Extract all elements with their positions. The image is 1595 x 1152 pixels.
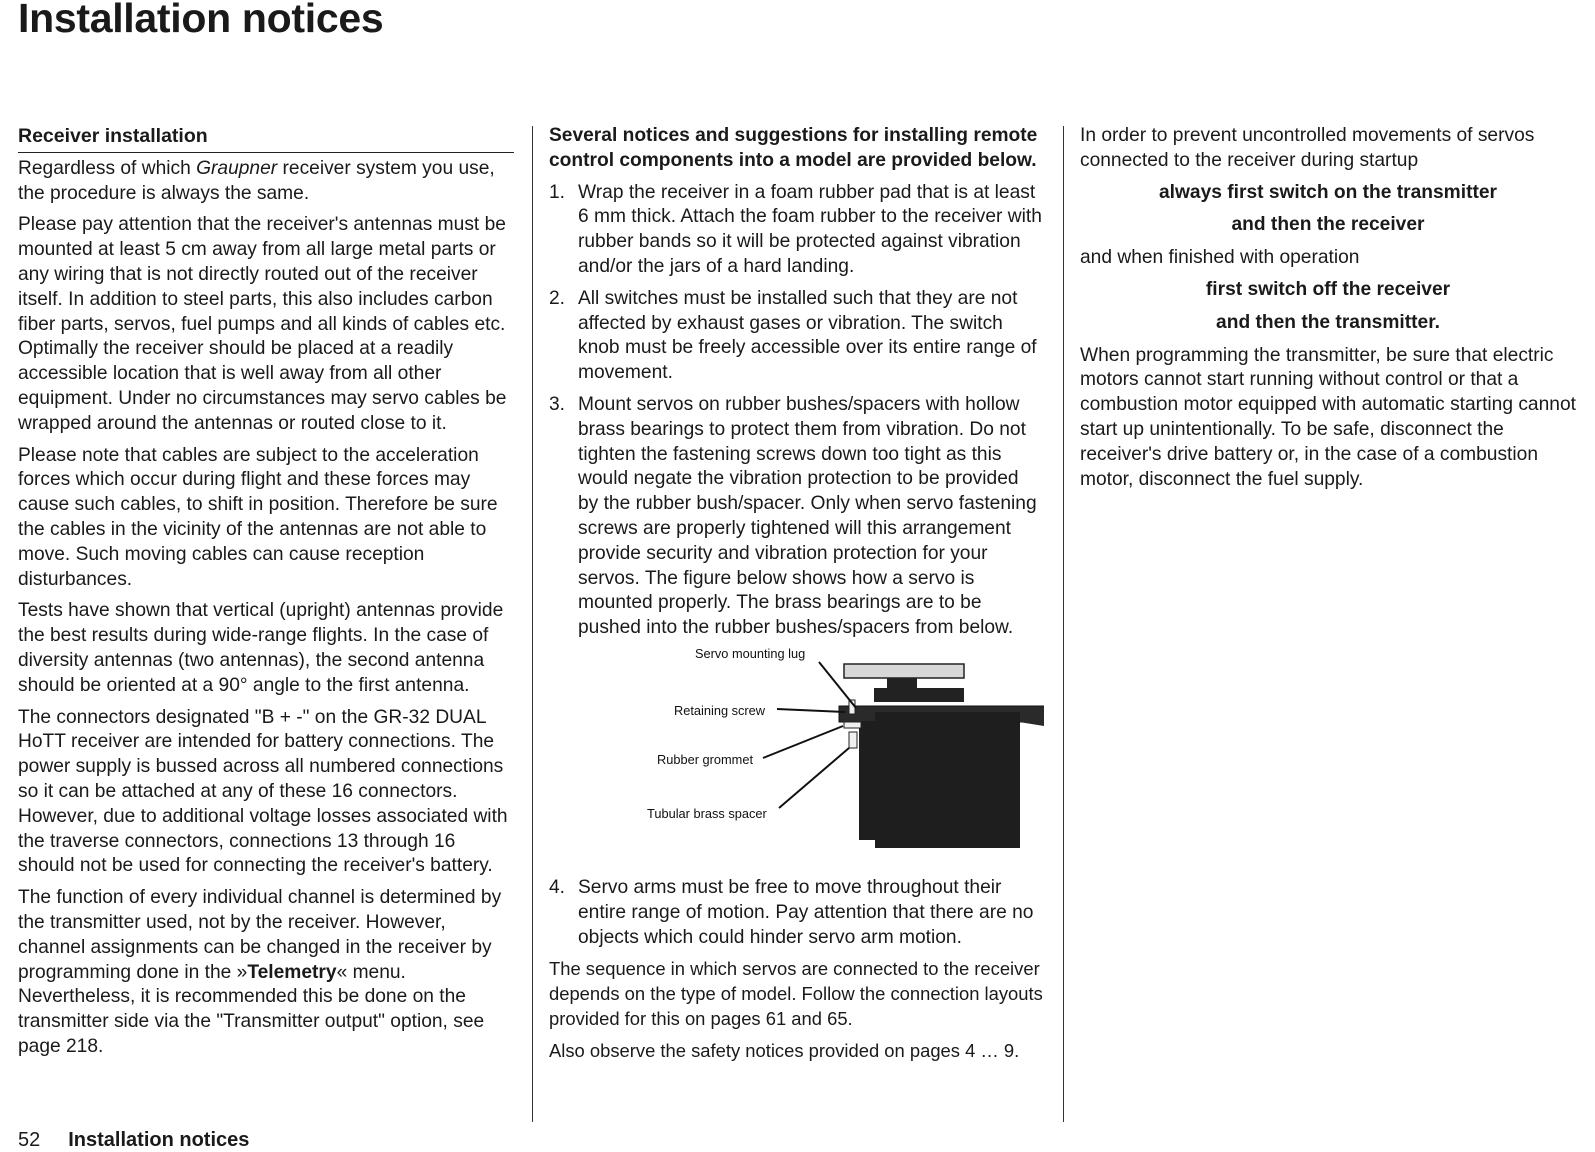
page-footer xyxy=(18,1128,249,1152)
list-item xyxy=(549,287,1044,386)
leader-line-grommet xyxy=(763,726,843,758)
text: « menu. Nevertheless, it is recommended this be done on the transmitter side via the "Transmitter output" option, see page 218. xyxy=(18,961,485,1057)
paragraph: Please pay attention that the receiver's antennas must be mounted at least 5 cm away from all large metal parts or any wiring that is not directly routed out of the receiver itself. In addition to steel parts, this also includes carbon fiber parts, servos, fuel pumps and all kinds of cables etc. Optimally the receiver should be placed at a readily accessible location that is well away from all other equipment. Under no circumstances may servo cables be wrapped around the antennas or routed close to it. xyxy=(18,214,507,434)
label-tubular-brass-spacer: Tubular brass spacer xyxy=(647,805,767,821)
list-text: Wrap the receiver in a foam rubber pad that is at least 6 mm thick. Attach the foam rubber to the receiver with rubber bands so it will be protected against vibration and/or the jars of a hard landing. xyxy=(578,181,1042,277)
column-middle xyxy=(549,124,1044,1071)
text: Regardless of which xyxy=(18,157,197,179)
servo-cable-boot xyxy=(859,824,887,840)
list-number: 2. xyxy=(549,287,566,309)
list-number: 4. xyxy=(549,876,566,898)
brand-name: Graupner xyxy=(196,157,278,179)
servo-mounting-figure xyxy=(549,645,1044,866)
servo-drawing xyxy=(549,645,1044,866)
list-item xyxy=(549,876,1044,950)
list-text: All switches must be installed such that they are not affected by exhaust gases or vibration. The switch knob must be freely accessible over its entire range of movement. xyxy=(578,287,1037,384)
column-divider xyxy=(532,126,533,1122)
list-number: 1. xyxy=(549,181,566,203)
leader-line-spacer xyxy=(779,748,849,808)
servo-arm-disc xyxy=(844,664,964,678)
menu-name: Telemetry xyxy=(247,961,337,983)
text: The function of every individual channel is determined by the transmitter used, not by the receiver. However, channel assignments can be changed in the receiver by programming done in the » xyxy=(18,887,502,983)
emphasis-line: and then the transmitter. xyxy=(1216,311,1440,333)
servo-top xyxy=(874,688,964,702)
emphasis-line: and then the receiver xyxy=(1231,214,1425,236)
paragraph: In order to prevent uncontrolled movements of servos connected to the receiver during startup xyxy=(1080,125,1535,171)
list-text: Servo arms must be free to move throughout their entire range of motion. Pay attention that there are no objects which could hinder servo arm motion. xyxy=(578,876,1034,948)
paragraph xyxy=(18,157,514,207)
rubber-grommet xyxy=(844,722,861,728)
paragraph: and when finished with operation xyxy=(1080,247,1360,269)
paragraph: The connectors designated "B + -" on the GR-32 DUAL HoTT receiver are intended for battery connections. The power supply is bussed across all numbered connections so it can be attached at any of these 16 connectors. However, due to additional voltage losses associated with the traverse connectors, connections 13 through 16 should not be used for connecting the receiver's battery. xyxy=(18,706,508,877)
footer-title: Installation notices xyxy=(68,1129,250,1151)
paragraph: Please note that cables are subject to the acceleration forces which occur during flight and these forces may cause such cables, to shift in position. Therefore be sure the cables in the vicinity of the antennas are not able to move. Such moving cables can cause reception disturbances. xyxy=(18,444,498,590)
servo-body xyxy=(875,712,1020,848)
section-heading: Receiver installation xyxy=(18,124,514,153)
list-text: Mount servos on rubber bushes/spacers with hollow brass bearings to protect them from vibration. Do not tighten the fastening screws down too tight as this would negate the vibration protection to be provided by the rubber bush/spacer. Only when servo fastening screws are properly tightened will this arrangement provide security and vibration protection for your servos. The figure below shows how a servo is mounted properly. The brass bearings are to be pushed into the rubber bushes/spacers from below. xyxy=(578,393,1037,639)
column-left xyxy=(18,124,514,1067)
paragraph xyxy=(18,886,514,1060)
column-right xyxy=(1080,124,1576,499)
emphasis-line: first switch off the receiver xyxy=(1205,278,1451,300)
list-item xyxy=(549,181,1044,280)
intro-heading: Several notices and suggestions for installing remote control components into a model are provided below. xyxy=(549,125,1038,171)
text: receiver system you use, the procedure is always the same. xyxy=(18,157,495,204)
paragraph: Tests have shown that vertical (upright) antennas provide the best results during wide-range flights. In the case of diversity antennas (two antennas), the second antenna should be oriented at a 90° angle to the first antenna. xyxy=(18,600,504,696)
emphasis-line: always first switch on the transmitter xyxy=(1158,181,1497,203)
servo-body-left xyxy=(859,722,879,834)
label-servo-mounting-lug: Servo mounting lug xyxy=(695,645,806,661)
label-retaining-screw: Retaining screw xyxy=(674,702,766,718)
leader-line-screw xyxy=(777,709,845,712)
list-number: 3. xyxy=(549,393,566,415)
column-divider xyxy=(1063,126,1064,1122)
label-rubber-grommet: Rubber grommet xyxy=(657,751,754,767)
list-item xyxy=(549,393,1044,641)
brass-spacer xyxy=(849,732,857,748)
paragraph: When programming the transmitter, be sure that electric motors cannot start running without control or that a combustion motor equipped with automatic starting cannot start up unintentionally. To be safe, disconnect the receiver's drive battery or, in the case of a combustion motor, disconnect the fuel supply. xyxy=(1080,344,1576,490)
paragraph: The sequence in which servos are connected to the receiver depends on the type of model. Follow the connection layouts provided for this on pages 61 and 65. xyxy=(549,958,1043,1029)
paragraph: Also observe the safety notices provided on pages 4 … 9. xyxy=(549,1039,1020,1061)
page-number: 52 xyxy=(18,1129,41,1151)
page-title: Installation notices xyxy=(18,0,384,41)
